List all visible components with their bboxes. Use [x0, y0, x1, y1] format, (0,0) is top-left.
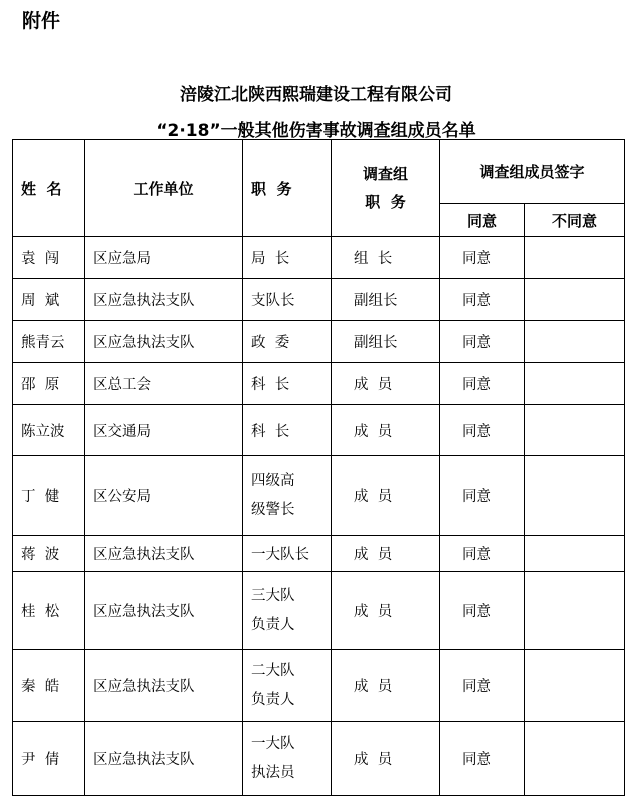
member-group-role: 成 员: [332, 405, 440, 456]
header-signature: 调查组成员签字: [440, 140, 625, 204]
member-agree: 同意: [440, 536, 525, 572]
member-group-role: 成 员: [332, 363, 440, 405]
table-row: [13, 722, 625, 796]
member-position-line2: 负责人: [251, 691, 295, 708]
member-unit: 区交通局: [85, 405, 243, 456]
member-unit: 区应急执法支队: [85, 722, 243, 796]
member-position: [243, 650, 332, 722]
member-name: 袁 闯: [13, 237, 85, 279]
member-unit: 区应急执法支队: [85, 536, 243, 572]
table-row: [13, 650, 625, 722]
table-row: [13, 405, 625, 456]
member-disagree[interactable]: [525, 650, 625, 722]
member-position-line2: 执法员: [251, 764, 295, 781]
member-group-role: 副组长: [332, 279, 440, 321]
member-position: 科 长: [243, 363, 332, 405]
member-position: 科 长: [243, 405, 332, 456]
member-position-line1: 三大队: [251, 588, 295, 605]
member-group-role: 副组长: [332, 321, 440, 363]
member-agree: 同意: [440, 363, 525, 405]
member-position-line1: 二大队: [251, 663, 295, 680]
member-disagree[interactable]: [525, 572, 625, 650]
member-unit: 区应急执法支队: [85, 321, 243, 363]
investigation-team-table: [12, 139, 625, 796]
table-row: [13, 456, 625, 536]
member-position-line1: 四级高: [251, 473, 295, 490]
member-agree: 同意: [440, 650, 525, 722]
table-row: [13, 321, 625, 363]
member-agree: 同意: [440, 572, 525, 650]
member-name: 桂 松: [13, 572, 85, 650]
document-title-list: “2·18”一般其他伤害事故调查组成员名单: [156, 121, 476, 141]
header-group-role: [332, 140, 440, 237]
member-disagree[interactable]: [525, 536, 625, 572]
member-disagree[interactable]: [525, 237, 625, 279]
member-position: 局 长: [243, 237, 332, 279]
member-group-role: 成 员: [332, 650, 440, 722]
member-disagree[interactable]: [525, 363, 625, 405]
member-agree: 同意: [440, 722, 525, 796]
header-unit: 工作单位: [85, 140, 243, 237]
member-agree: 同意: [440, 279, 525, 321]
member-position-line2: 负责人: [251, 616, 295, 633]
member-name: 熊青云: [13, 321, 85, 363]
member-unit: 区总工会: [85, 363, 243, 405]
header-agree: 同意: [440, 204, 525, 237]
member-position: 支队长: [243, 279, 332, 321]
member-position: [243, 572, 332, 650]
member-position: [243, 456, 332, 536]
header-disagree: 不同意: [525, 204, 625, 237]
member-unit: 区应急执法支队: [85, 650, 243, 722]
member-group-role: 成 员: [332, 536, 440, 572]
member-name: 邵 原: [13, 363, 85, 405]
member-unit: 区应急执法支队: [85, 572, 243, 650]
member-name: 丁 健: [13, 456, 85, 536]
table-row: [13, 279, 625, 321]
member-disagree[interactable]: [525, 321, 625, 363]
member-group-role: 成 员: [332, 722, 440, 796]
member-agree: 同意: [440, 456, 525, 536]
table-row: [13, 572, 625, 650]
header-name: 姓 名: [13, 140, 85, 237]
member-disagree[interactable]: [525, 279, 625, 321]
member-name: 陈立波: [13, 405, 85, 456]
member-position: 政 委: [243, 321, 332, 363]
member-group-role: 成 员: [332, 572, 440, 650]
member-disagree[interactable]: [525, 405, 625, 456]
member-position-line1: 一大队: [251, 736, 295, 753]
member-agree: 同意: [440, 321, 525, 363]
table-row: [13, 363, 625, 405]
member-unit: 区应急执法支队: [85, 279, 243, 321]
document-title-company: 涪陵江北陕西熙瑞建设工程有限公司: [180, 85, 452, 105]
member-position: 一大队长: [243, 536, 332, 572]
member-group-role: 组 长: [332, 237, 440, 279]
member-unit: 区应急局: [85, 237, 243, 279]
attachment-label: 附件: [22, 10, 61, 32]
member-position-line2: 级警长: [251, 501, 295, 518]
member-name: 秦 皓: [13, 650, 85, 722]
member-disagree[interactable]: [525, 456, 625, 536]
member-group-role: 成 员: [332, 456, 440, 536]
table-row: [13, 536, 625, 572]
member-name: 周 斌: [13, 279, 85, 321]
member-agree: 同意: [440, 237, 525, 279]
header-group-role-line2: 职 务: [365, 193, 406, 211]
member-position: [243, 722, 332, 796]
member-name: 尹 倩: [13, 722, 85, 796]
member-unit: 区公安局: [85, 456, 243, 536]
table-row: [13, 237, 625, 279]
header-group-role-line1: 调查组: [362, 164, 408, 183]
member-disagree[interactable]: [525, 722, 625, 796]
member-name: 蒋 波: [13, 536, 85, 572]
member-agree: 同意: [440, 405, 525, 456]
header-position: 职 务: [243, 140, 332, 237]
